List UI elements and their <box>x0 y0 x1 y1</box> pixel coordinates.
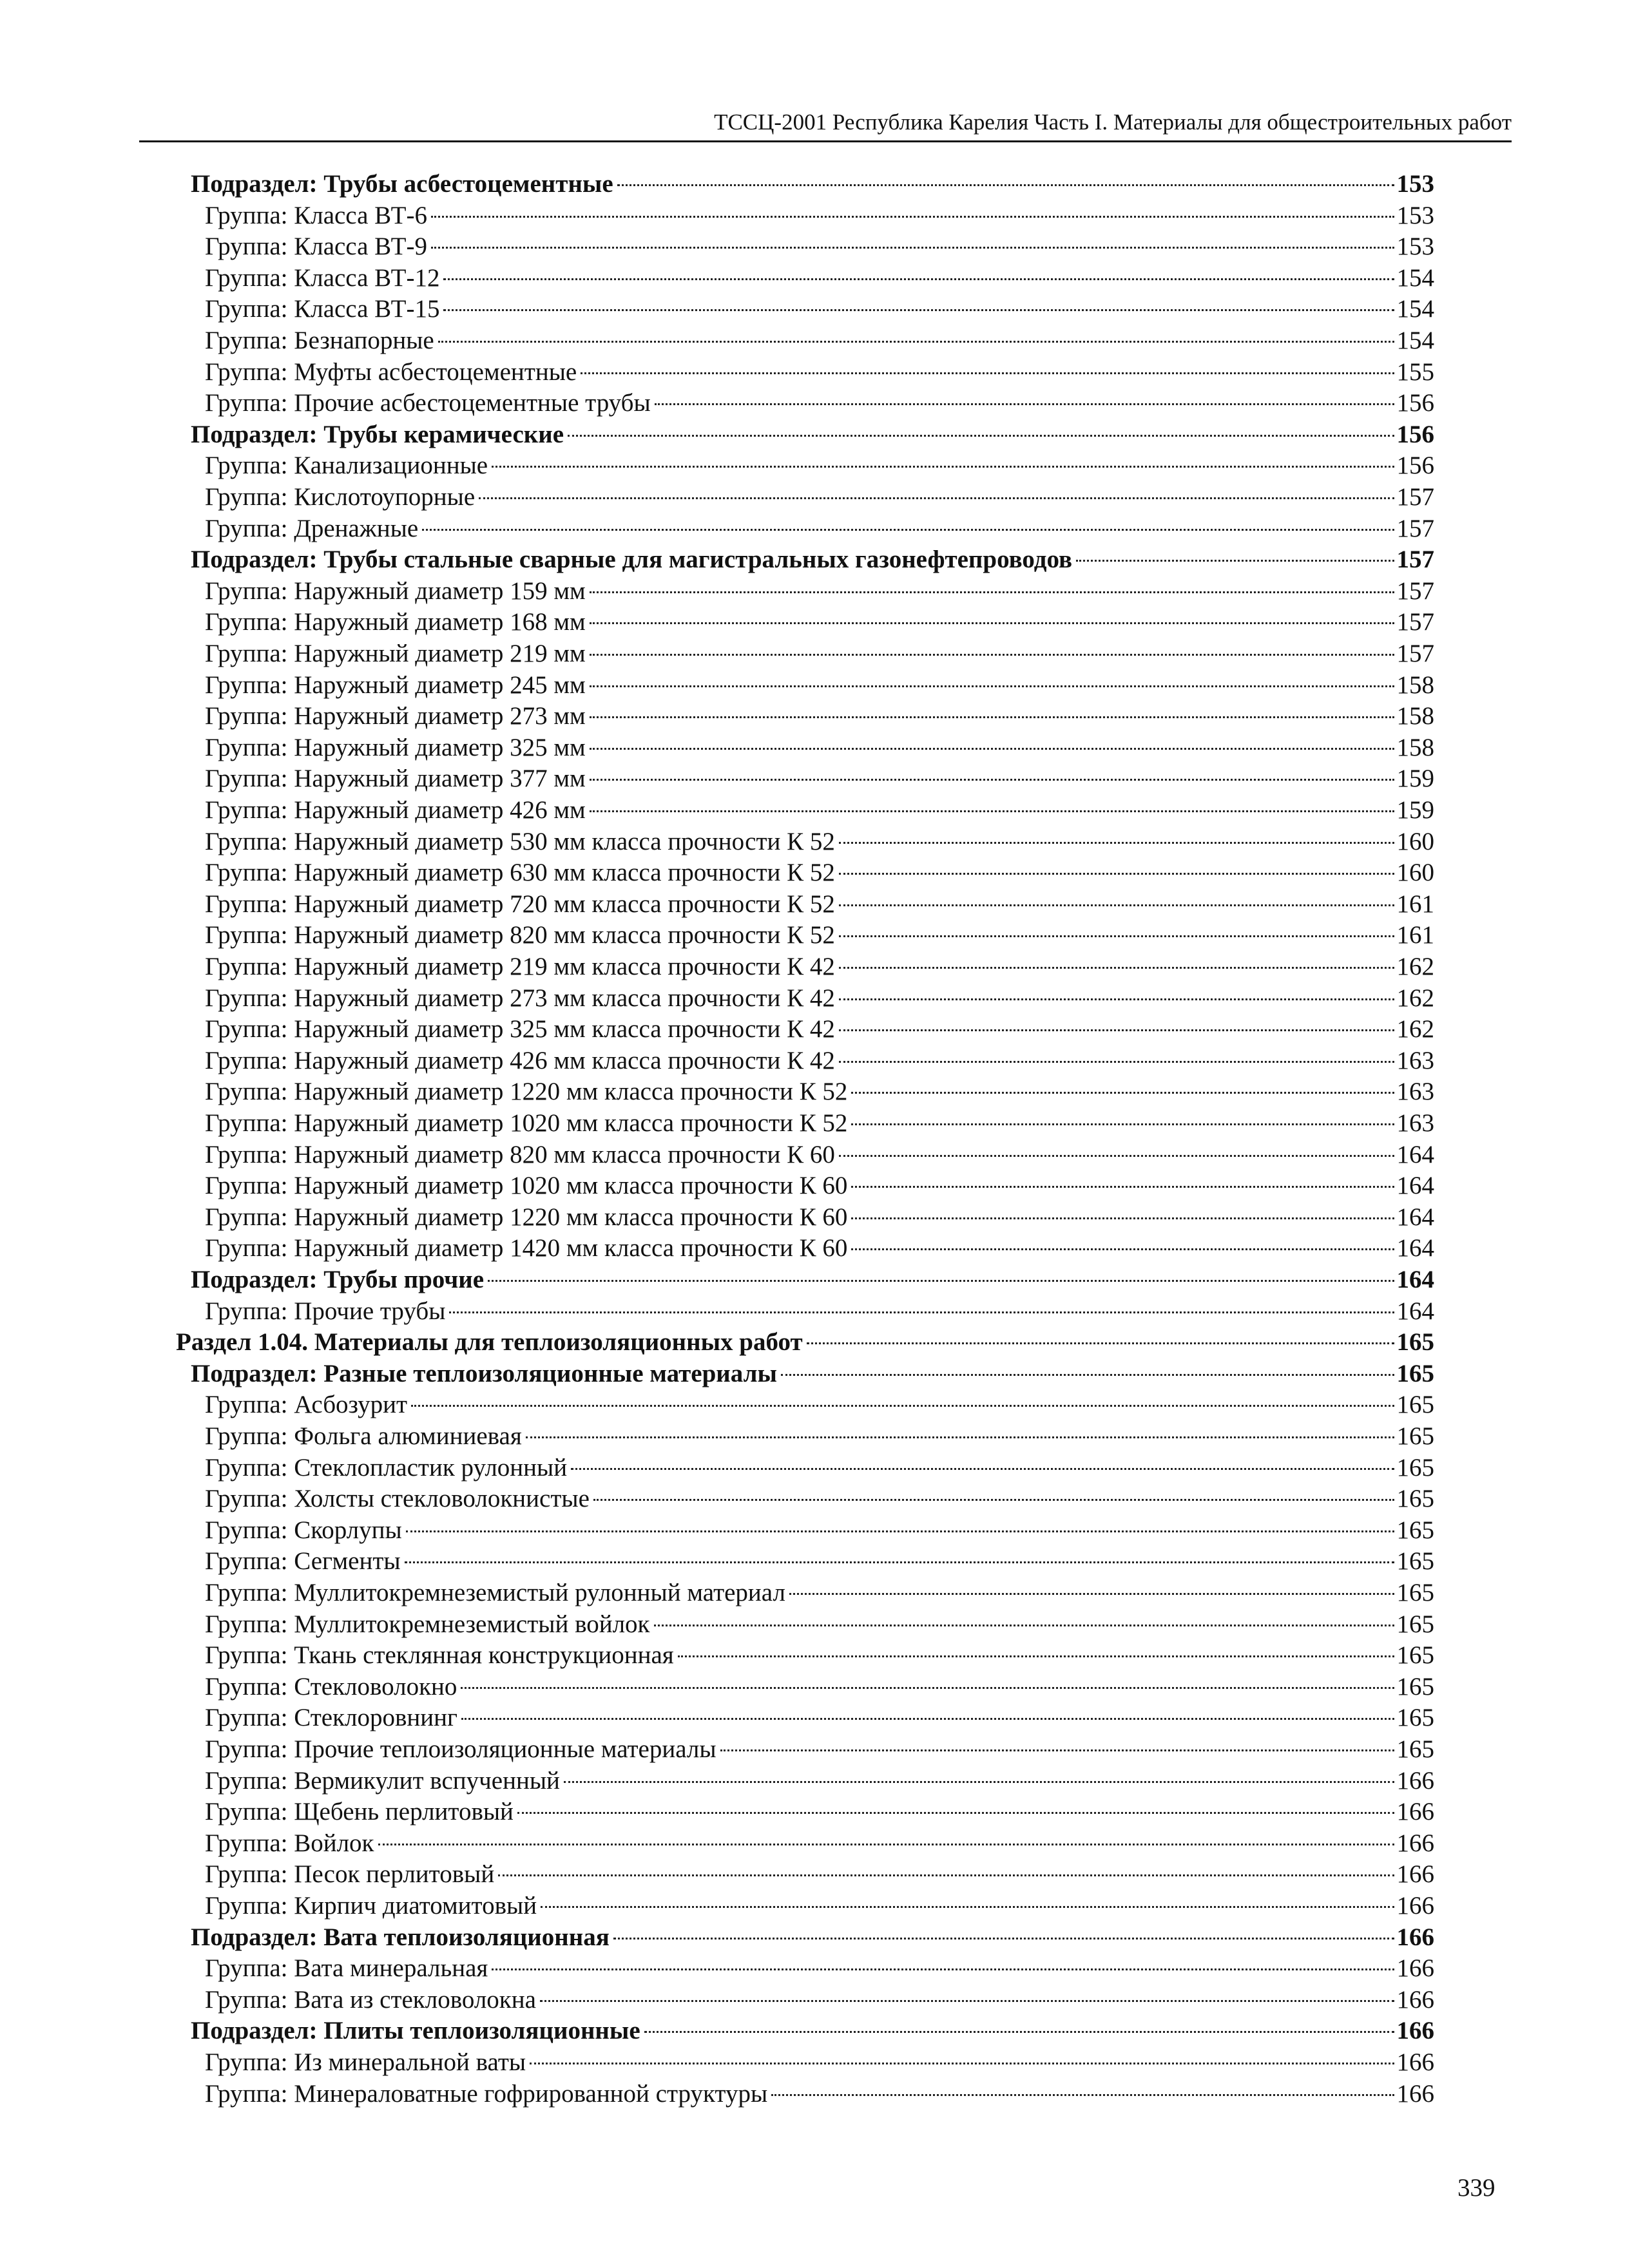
dot-leader <box>498 1874 1394 1876</box>
toc-entry-group <box>205 294 1434 325</box>
dot-leader <box>655 403 1394 405</box>
toc-entry-title: Группа: Муллитокремнеземистый рулонный материал <box>205 1579 785 1606</box>
toc-entry-title: Группа: Стеклопластик рулонный <box>205 1454 568 1482</box>
toc-entry-page: 162 <box>1396 984 1434 1012</box>
toc-entry-page: 165 <box>1396 1579 1434 1606</box>
dot-leader <box>851 1248 1394 1250</box>
toc-entry-page: 165 <box>1396 1610 1434 1638</box>
toc-entry-title: Группа: Прочие трубы <box>205 1297 446 1325</box>
dot-leader <box>839 904 1394 906</box>
dot-leader <box>654 1625 1394 1626</box>
toc-entry-title: Группа: Канализационные <box>205 452 488 479</box>
toc-entry-page: 153 <box>1396 170 1434 198</box>
toc-entry-page: 163 <box>1396 1078 1434 1105</box>
dot-leader <box>851 1217 1394 1219</box>
toc-entry-page: 166 <box>1396 1892 1434 1920</box>
toc-entry-title: Группа: Наружный диаметр 820 мм класса прочности К 52 <box>205 921 835 949</box>
toc-entry-title: Группа: Прочие теплоизоляционные материалы <box>205 1735 716 1763</box>
dot-leader <box>479 497 1394 499</box>
toc-entry-title: Группа: Прочие асбестоцементные трубы <box>205 389 651 417</box>
toc-entry-page: 166 <box>1396 2017 1434 2044</box>
toc-entry-title: Подраздел: Трубы керамические <box>191 421 564 448</box>
toc-entry-page: 157 <box>1396 546 1434 573</box>
toc-entry-title: Группа: Наружный диаметр 273 мм <box>205 702 586 730</box>
toc-entry-page: 159 <box>1396 796 1434 824</box>
dot-leader <box>1076 560 1394 562</box>
toc-entry-title: Группа: Наружный диаметр 325 мм класса прочности К 42 <box>205 1015 835 1043</box>
toc-entry-group <box>205 732 1434 763</box>
dot-leader <box>851 1123 1394 1125</box>
toc-entry-group <box>205 607 1434 638</box>
toc-entry-title: Подраздел: Трубы асбестоцементные <box>191 170 613 198</box>
toc-entry-page: 165 <box>1396 1391 1434 1418</box>
toc-entry-page: 158 <box>1396 734 1434 761</box>
dot-leader <box>720 1749 1394 1751</box>
toc-entry-page: 159 <box>1396 765 1434 792</box>
toc-entry-group <box>205 701 1434 732</box>
toc-entry-page: 165 <box>1396 1673 1434 1701</box>
toc-entry-page: 153 <box>1396 233 1434 260</box>
toc-entry-title: Группа: Ткань стеклянная конструкционная <box>205 1641 674 1669</box>
toc-entry-page: 155 <box>1396 358 1434 386</box>
toc-entry-page: 158 <box>1396 702 1434 730</box>
toc-entry-title: Группа: Наружный диаметр 820 мм класса прочности К 60 <box>205 1141 835 1168</box>
toc-entry-page: 166 <box>1396 2080 1434 2108</box>
dot-leader <box>839 873 1394 875</box>
dot-leader <box>851 1186 1394 1188</box>
dot-leader <box>839 967 1394 969</box>
toc-entry-title: Группа: Класса ВТ-9 <box>205 233 427 260</box>
toc-entry-page: 165 <box>1396 1516 1434 1544</box>
toc-entry-page: 166 <box>1396 1829 1434 1857</box>
toc-entry-group <box>205 763 1434 794</box>
dot-leader <box>431 247 1394 249</box>
dot-leader <box>541 1906 1394 1908</box>
dot-leader <box>678 1655 1394 1657</box>
toc-entry-title: Группа: Войлок <box>205 1829 374 1857</box>
toc-entry-subsection <box>191 1358 1434 1389</box>
page-number: 339 <box>1457 2174 1495 2202</box>
toc-entry-group <box>205 920 1434 951</box>
toc-entry-title: Группа: Наружный диаметр 1220 мм класса прочности К 60 <box>205 1203 848 1231</box>
toc-entry-title: Подраздел: Вата теплоизоляционная <box>191 1923 610 1951</box>
toc-entry-page: 156 <box>1396 421 1434 448</box>
dot-leader <box>422 529 1394 531</box>
dot-leader <box>781 1374 1394 1376</box>
dot-leader <box>431 216 1394 218</box>
toc-entry-group <box>205 1953 1434 1984</box>
toc-entry-group <box>205 231 1434 262</box>
toc-entry-page: 164 <box>1396 1203 1434 1231</box>
toc-entry-page: 166 <box>1396 1954 1434 1982</box>
toc-entry-title: Группа: Наружный диаметр 426 мм <box>205 796 586 824</box>
toc-entry-page: 164 <box>1396 1234 1434 1262</box>
toc-entry-page: 164 <box>1396 1141 1434 1168</box>
dot-leader <box>378 1844 1394 1845</box>
toc-entry-title: Группа: Стекловолокно <box>205 1673 457 1701</box>
toc-entry-title: Группа: Наружный диаметр 426 мм класса прочности К 42 <box>205 1047 835 1074</box>
toc-entry-subsection <box>191 1264 1434 1295</box>
toc-entry-title: Группа: Кислотоупорные <box>205 483 476 511</box>
toc-entry-title: Группа: Наружный диаметр 273 мм класса прочности К 42 <box>205 984 835 1012</box>
dot-leader <box>617 184 1394 186</box>
toc-entry-page: 165 <box>1396 1735 1434 1763</box>
toc-entry-group <box>205 1483 1434 1514</box>
toc-entry-title: Группа: Наружный диаметр 1420 мм класса прочности К 60 <box>205 1234 848 1262</box>
toc-entry-title: Группа: Муфты асбестоцементные <box>205 358 577 386</box>
toc-entry-group <box>205 576 1434 607</box>
toc-entry-title: Группа: Вермикулит вспученный <box>205 1767 560 1795</box>
toc-entry-group <box>205 1389 1434 1420</box>
toc-entry-title: Раздел 1.04. Материалы для теплоизоляционных работ <box>176 1328 803 1356</box>
toc-entry-group <box>205 1108 1434 1139</box>
toc-entry-title: Группа: Класса ВТ-6 <box>205 202 427 229</box>
toc-entry-page: 165 <box>1396 1641 1434 1669</box>
dot-leader <box>568 435 1394 437</box>
toc-entry-group <box>205 2079 1434 2110</box>
toc-entry-section <box>176 1327 1434 1358</box>
toc-entry-title: Группа: Стеклоровнинг <box>205 1704 457 1731</box>
toc-entry-page: 162 <box>1396 1015 1434 1043</box>
toc-entry-page: 154 <box>1396 327 1434 354</box>
toc-entry-page: 166 <box>1396 1798 1434 1825</box>
toc-entry-group <box>205 482 1434 513</box>
toc-entry-group <box>205 1672 1434 1702</box>
toc-entry-title: Группа: Наружный диаметр 159 мм <box>205 577 586 605</box>
dot-leader <box>839 842 1394 844</box>
toc-entry-page: 161 <box>1396 890 1434 918</box>
toc-entry-title: Группа: Дренажные <box>205 515 419 542</box>
toc-entry-page: 165 <box>1396 1328 1434 1356</box>
toc-entry-title: Группа: Из минеральной ваты <box>205 2048 526 2076</box>
toc-entry-title: Подраздел: Трубы стальные сварные для магистральных газонефтепроводов <box>191 546 1073 573</box>
toc-entry-group <box>205 951 1434 982</box>
toc-entry-title: Группа: Скорлупы <box>205 1516 402 1544</box>
toc-entry-group <box>205 1577 1434 1608</box>
dot-leader <box>581 372 1394 374</box>
toc-entry-page: 154 <box>1396 295 1434 323</box>
toc-entry-group <box>205 2047 1434 2078</box>
toc-entry-page: 165 <box>1396 1704 1434 1731</box>
toc-entry-group <box>205 795 1434 826</box>
dot-leader <box>839 998 1394 1000</box>
toc-entry-title: Группа: Наружный диаметр 219 мм <box>205 640 586 667</box>
dot-leader <box>492 1968 1394 1970</box>
toc-entry-title: Группа: Наружный диаметр 325 мм <box>205 734 586 761</box>
toc-entry-title: Группа: Наружный диаметр 219 мм класса прочности К 42 <box>205 953 835 980</box>
toc-entry-title: Группа: Минераловатные гофрированной структуры <box>205 2080 768 2108</box>
toc-entry-group <box>205 1076 1434 1107</box>
toc-entry-subsection <box>191 544 1434 575</box>
toc-entry-group <box>205 1796 1434 1827</box>
toc-entry-title: Подраздел: Разные теплоизоляционные материалы <box>191 1360 777 1387</box>
toc-entry-page: 161 <box>1396 921 1434 949</box>
dot-leader <box>564 1781 1394 1783</box>
toc-entry-group <box>205 1640 1434 1671</box>
toc-entry-group <box>205 1828 1434 1859</box>
toc-entry-title: Группа: Класса ВТ-15 <box>205 295 440 323</box>
dot-leader <box>443 309 1394 311</box>
toc-entry-title: Группа: Вата из стекловолокна <box>205 1986 536 2014</box>
dot-leader <box>593 1499 1394 1501</box>
toc-entry-title: Группа: Кирпич диатомитовый <box>205 1892 537 1920</box>
dot-leader <box>839 935 1394 937</box>
dot-leader <box>405 1561 1394 1563</box>
toc-entry-page: 165 <box>1396 1422 1434 1450</box>
toc-entry-page: 166 <box>1396 2048 1434 2076</box>
toc-entry-page: 162 <box>1396 953 1434 980</box>
toc-entry-group <box>205 1766 1434 1796</box>
toc-entry-group <box>205 1734 1434 1765</box>
toc-entry-group <box>205 1139 1434 1170</box>
toc-entry-subsection <box>191 169 1434 200</box>
toc-entry-title: Группа: Наружный диаметр 530 мм класса прочности К 52 <box>205 828 835 855</box>
toc-entry-group <box>205 513 1434 544</box>
toc-entry-group <box>205 263 1434 294</box>
toc-entry-page: 166 <box>1396 1923 1434 1951</box>
toc-entry-group <box>205 325 1434 356</box>
toc-entry-group <box>205 857 1434 888</box>
dot-leader <box>590 779 1394 781</box>
dot-leader <box>492 466 1394 468</box>
running-header: ТССЦ-2001 Республика Карелия Часть I. Материалы для общестроительных работ <box>714 110 1512 135</box>
toc-entry-page: 165 <box>1396 1360 1434 1387</box>
toc-entry-page: 165 <box>1396 1485 1434 1512</box>
toc-entry-group <box>205 1985 1434 2015</box>
dot-leader <box>839 1061 1394 1063</box>
header-rule <box>139 140 1512 142</box>
toc-entry-title: Группа: Наружный диаметр 1020 мм класса прочности К 60 <box>205 1172 848 1199</box>
toc-entry-group <box>205 200 1434 231</box>
dot-leader <box>590 685 1394 687</box>
dot-leader <box>443 278 1394 280</box>
dot-leader <box>517 1812 1394 1814</box>
toc-entry-group <box>205 1045 1434 1076</box>
toc-entry-page: 164 <box>1396 1266 1434 1293</box>
toc-entry-group <box>205 826 1434 857</box>
dot-leader <box>530 2063 1394 2064</box>
toc-entry-page: 153 <box>1396 202 1434 229</box>
dot-leader <box>590 591 1394 593</box>
dot-leader <box>540 2000 1394 2002</box>
toc-entry-title: Группа: Класса ВТ-12 <box>205 264 440 292</box>
toc-entry-group <box>205 1609 1434 1640</box>
toc-entry-page: 166 <box>1396 1986 1434 2014</box>
toc-entry-page: 156 <box>1396 389 1434 417</box>
toc-entry-page: 157 <box>1396 577 1434 605</box>
toc-entry-page: 166 <box>1396 1860 1434 1888</box>
dot-leader <box>590 622 1394 624</box>
toc-entry-title: Группа: Песок перлитовый <box>205 1860 495 1888</box>
toc-entry-group <box>205 1233 1434 1264</box>
toc-entry-subsection <box>191 419 1434 450</box>
toc-entry-title: Группа: Безнапорные <box>205 327 434 354</box>
toc-entry-group <box>205 889 1434 920</box>
toc-entry-page: 163 <box>1396 1047 1434 1074</box>
dot-leader <box>406 1530 1394 1532</box>
toc-entry-page: 157 <box>1396 640 1434 667</box>
toc-entry-subsection <box>191 2015 1434 2046</box>
dot-leader <box>590 716 1394 718</box>
dot-leader <box>571 1468 1394 1470</box>
toc-entry-group <box>205 1014 1434 1045</box>
toc-entry-title: Группа: Наружный диаметр 168 мм <box>205 608 586 636</box>
dot-leader <box>590 748 1394 750</box>
toc-entry-title: Подраздел: Плиты теплоизоляционные <box>191 2017 640 2044</box>
toc-entry-page: 160 <box>1396 828 1434 855</box>
dot-leader <box>590 654 1394 656</box>
toc-entry-title: Группа: Наружный диаметр 720 мм класса прочности К 52 <box>205 890 835 918</box>
dot-leader <box>526 1436 1394 1438</box>
toc-entry-title: Группа: Щебень перлитовый <box>205 1798 514 1825</box>
dot-leader <box>839 1155 1394 1157</box>
dot-leader <box>411 1405 1394 1407</box>
toc-entry-page: 163 <box>1396 1109 1434 1137</box>
toc-entry-title: Группа: Сегменты <box>205 1547 401 1575</box>
toc-entry-title: Группа: Наружный диаметр 1020 мм класса прочности К 52 <box>205 1109 848 1137</box>
toc-entry-title: Группа: Наружный диаметр 377 мм <box>205 765 586 792</box>
toc-entry-title: Подраздел: Трубы прочие <box>191 1266 485 1293</box>
toc-entry-subsection <box>191 1922 1434 1953</box>
dot-leader <box>461 1718 1394 1720</box>
dot-leader <box>807 1342 1394 1344</box>
dot-leader <box>438 341 1394 343</box>
toc-entry-title: Группа: Наружный диаметр 1220 мм класса прочности К 52 <box>205 1078 848 1105</box>
toc-entry-group <box>205 638 1434 669</box>
toc-entry-group <box>205 1891 1434 1921</box>
toc-entry-title: Группа: Наружный диаметр 245 мм <box>205 671 586 699</box>
toc-entry-group <box>205 1296 1434 1327</box>
toc-entry-page: 164 <box>1396 1297 1434 1325</box>
toc-entry-page: 157 <box>1396 608 1434 636</box>
dot-leader <box>461 1687 1394 1689</box>
dot-leader <box>839 1029 1394 1031</box>
toc-entry-title: Группа: Вата минеральная <box>205 1954 488 1982</box>
dot-leader <box>789 1593 1394 1595</box>
toc-entry-page: 165 <box>1396 1454 1434 1482</box>
toc-entry-group <box>205 1702 1434 1733</box>
toc-entry-group <box>205 1202 1434 1233</box>
dot-leader <box>644 2031 1394 2033</box>
toc-entry-title: Группа: Фольга алюминиевая <box>205 1422 522 1450</box>
toc-entry-page: 154 <box>1396 264 1434 292</box>
toc-entry-page: 156 <box>1396 452 1434 479</box>
toc-entry-group <box>205 1859 1434 1890</box>
dot-leader <box>488 1280 1394 1282</box>
toc-entry-group <box>205 388 1434 419</box>
toc-entry-group <box>205 450 1434 481</box>
toc-entry-group <box>205 357 1434 388</box>
toc-entry-title: Группа: Асбозурит <box>205 1391 408 1418</box>
toc-entry-page: 157 <box>1396 483 1434 511</box>
toc-entry-title: Группа: Холсты стекловолокнистые <box>205 1485 590 1512</box>
toc-entry-group <box>205 1546 1434 1577</box>
toc-entry-page: 165 <box>1396 1547 1434 1575</box>
toc-entry-page: 157 <box>1396 515 1434 542</box>
toc-entry-group <box>205 1453 1434 1483</box>
toc-entry-group <box>205 1170 1434 1201</box>
toc-entry-page: 164 <box>1396 1172 1434 1199</box>
toc-entry-group <box>205 983 1434 1014</box>
toc-entry-page: 158 <box>1396 671 1434 699</box>
dot-leader <box>851 1092 1394 1094</box>
toc-entry-page: 160 <box>1396 859 1434 886</box>
toc-entry-page: 166 <box>1396 1767 1434 1795</box>
toc-entry-group <box>205 1421 1434 1452</box>
dot-leader <box>449 1311 1394 1313</box>
dot-leader <box>613 1938 1394 1939</box>
toc-entry-group <box>205 1515 1434 1546</box>
toc-entry-title: Группа: Наружный диаметр 630 мм класса прочности К 52 <box>205 859 835 886</box>
toc-entry-title: Группа: Муллитокремнеземистый войлок <box>205 1610 650 1638</box>
dot-leader <box>590 810 1394 812</box>
dot-leader <box>771 2094 1394 2096</box>
toc-entry-group <box>205 670 1434 701</box>
